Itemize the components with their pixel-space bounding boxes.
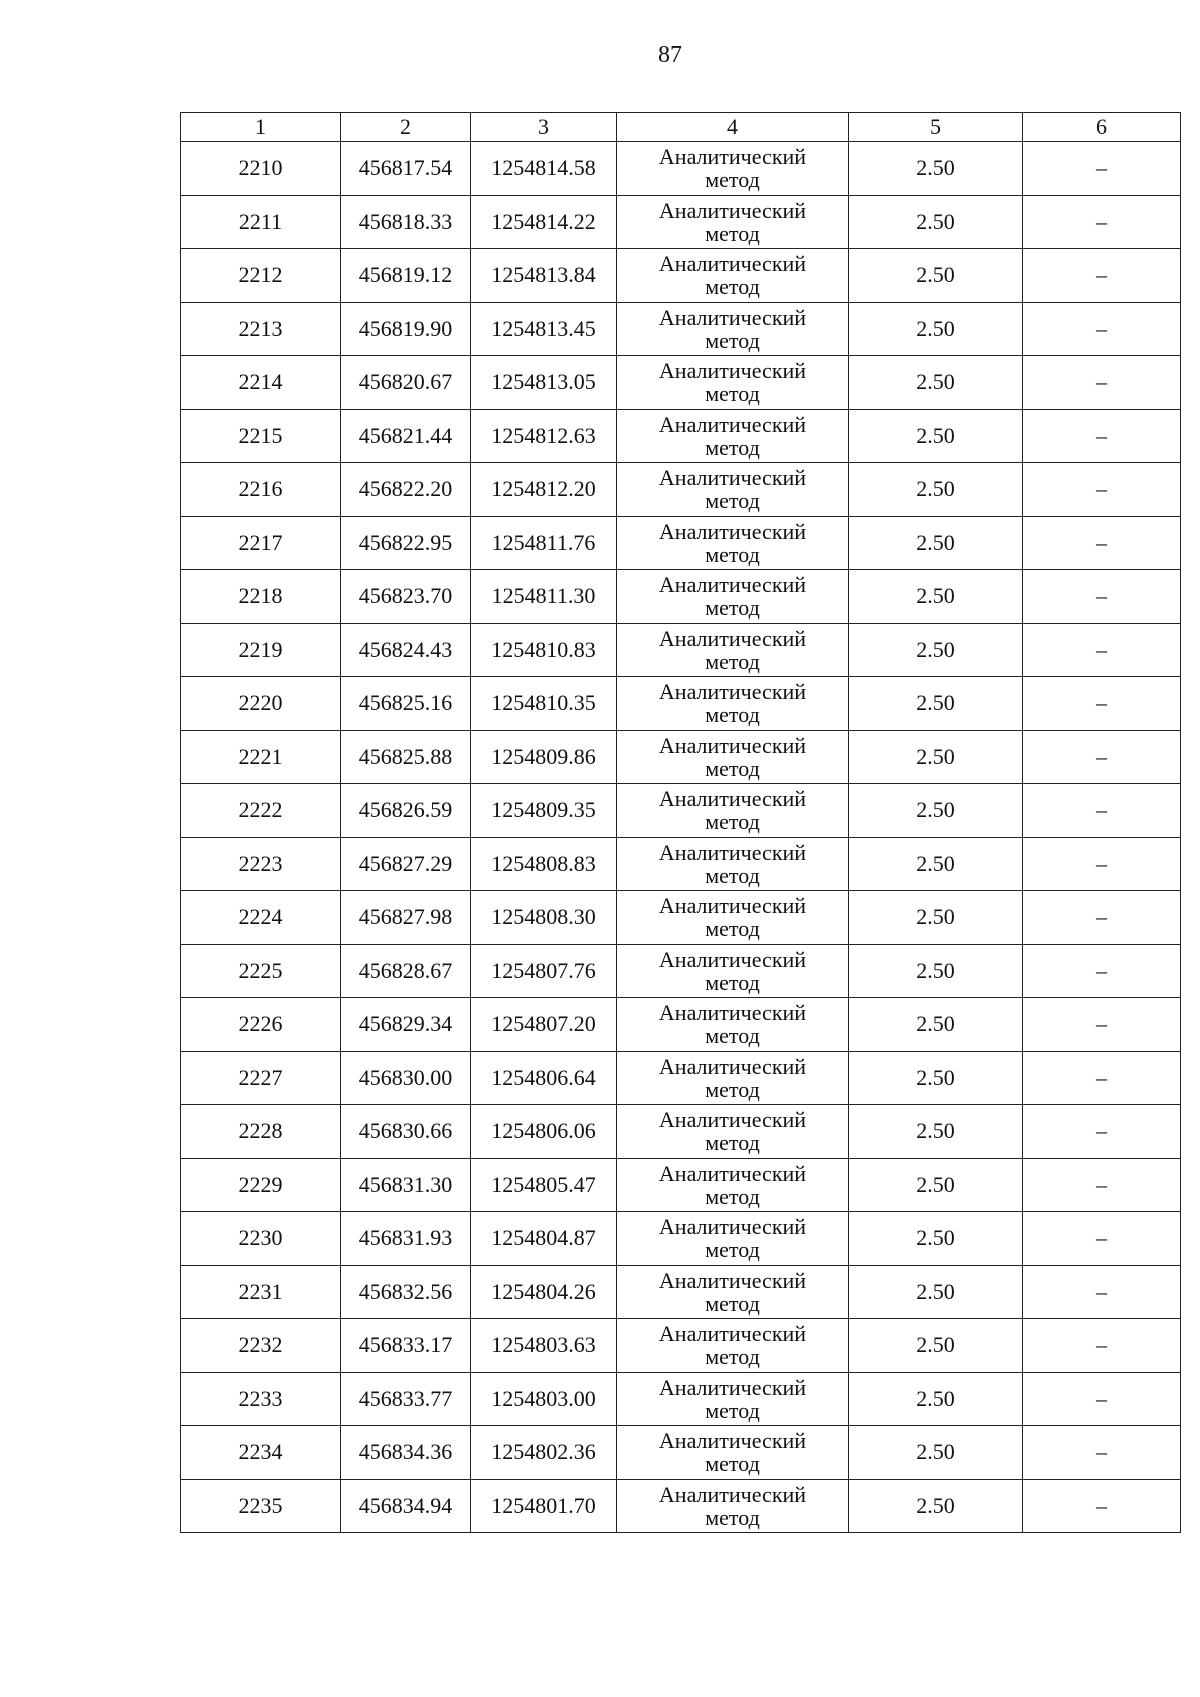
- accuracy-cell: 2.50: [849, 1319, 1023, 1373]
- y-coordinate-cell: 1254810.83: [471, 623, 617, 677]
- accuracy-cell: 2.50: [849, 463, 1023, 517]
- y-coordinate-cell: 1254802.36: [471, 1426, 617, 1480]
- method-line-1: Аналитический: [658, 144, 807, 170]
- point-number-cell: 2232: [181, 1319, 341, 1373]
- y-coordinate-cell: 1254804.26: [471, 1265, 617, 1319]
- method-line-1: Аналитический: [658, 1160, 807, 1186]
- method-cell: [617, 944, 849, 998]
- point-number-cell: 2213: [181, 302, 341, 356]
- note-cell: –: [1023, 1372, 1181, 1426]
- method-cell: [617, 463, 849, 517]
- table-row: [181, 837, 1181, 891]
- method-line-2: метод: [705, 702, 760, 728]
- note-cell: –: [1023, 837, 1181, 891]
- method-line-2: метод: [705, 274, 760, 300]
- x-coordinate-cell: 456817.54: [341, 142, 471, 196]
- method-cell: [617, 142, 849, 196]
- accuracy-cell: 2.50: [849, 142, 1023, 196]
- method-line-2: метод: [705, 1290, 760, 1316]
- point-number-cell: 2227: [181, 1051, 341, 1105]
- method-line-2: метод: [705, 969, 760, 995]
- point-number-cell: 2233: [181, 1372, 341, 1426]
- note-cell: –: [1023, 302, 1181, 356]
- method-line-2: метод: [705, 862, 760, 888]
- point-number-cell: 2220: [181, 677, 341, 731]
- note-cell: –: [1023, 356, 1181, 410]
- y-coordinate-cell: 1254803.00: [471, 1372, 617, 1426]
- table-row: [181, 142, 1181, 196]
- method-line-2: метод: [705, 1504, 760, 1530]
- x-coordinate-cell: 456831.30: [341, 1158, 471, 1212]
- method-cell: [617, 1105, 849, 1159]
- method-line-1: Аналитический: [658, 732, 807, 758]
- method-line-1: Аналитический: [658, 1214, 807, 1240]
- note-cell: –: [1023, 784, 1181, 838]
- method-line-2: метод: [705, 327, 760, 353]
- note-cell: –: [1023, 677, 1181, 731]
- method-line-1: Аналитический: [658, 946, 807, 972]
- note-cell: –: [1023, 195, 1181, 249]
- table-row: [181, 623, 1181, 677]
- accuracy-cell: 2.50: [849, 944, 1023, 998]
- method-line-2: метод: [705, 916, 760, 942]
- table-row: [181, 302, 1181, 356]
- column-header: 5: [849, 113, 1023, 142]
- method-line-1: Аналитический: [658, 625, 807, 651]
- x-coordinate-cell: 456826.59: [341, 784, 471, 838]
- accuracy-cell: 2.50: [849, 356, 1023, 410]
- method-cell: [617, 837, 849, 891]
- method-line-2: метод: [705, 167, 760, 193]
- point-number-cell: 2222: [181, 784, 341, 838]
- accuracy-cell: 2.50: [849, 1105, 1023, 1159]
- table-row: [181, 1372, 1181, 1426]
- table-row: [181, 1265, 1181, 1319]
- y-coordinate-cell: 1254809.35: [471, 784, 617, 838]
- note-cell: –: [1023, 1265, 1181, 1319]
- method-line-1: Аналитический: [658, 1107, 807, 1133]
- method-line-1: Аналитический: [658, 411, 807, 437]
- accuracy-cell: 2.50: [849, 1479, 1023, 1533]
- accuracy-cell: 2.50: [849, 623, 1023, 677]
- x-coordinate-cell: 456822.20: [341, 463, 471, 517]
- note-cell: –: [1023, 623, 1181, 677]
- y-coordinate-cell: 1254813.84: [471, 249, 617, 303]
- accuracy-cell: 2.50: [849, 677, 1023, 731]
- method-line-2: метод: [705, 1237, 760, 1263]
- method-line-1: Аналитический: [658, 839, 807, 865]
- method-cell: [617, 516, 849, 570]
- note-cell: –: [1023, 1212, 1181, 1266]
- point-number-cell: 2228: [181, 1105, 341, 1159]
- x-coordinate-cell: 456824.43: [341, 623, 471, 677]
- accuracy-cell: 2.50: [849, 784, 1023, 838]
- y-coordinate-cell: 1254807.20: [471, 998, 617, 1052]
- column-header: 1: [181, 113, 341, 142]
- method-cell: [617, 730, 849, 784]
- method-cell: [617, 998, 849, 1052]
- table-row: [181, 570, 1181, 624]
- y-coordinate-cell: 1254806.64: [471, 1051, 617, 1105]
- method-line-1: Аналитический: [658, 786, 807, 812]
- method-cell: [617, 195, 849, 249]
- method-cell: [617, 623, 849, 677]
- method-cell: [617, 1212, 849, 1266]
- method-line-1: Аналитический: [658, 518, 807, 544]
- method-line-2: метод: [705, 434, 760, 460]
- y-coordinate-cell: 1254808.30: [471, 891, 617, 945]
- method-line-1: Аналитический: [658, 1000, 807, 1026]
- method-cell: [617, 1479, 849, 1533]
- note-cell: –: [1023, 1051, 1181, 1105]
- accuracy-cell: 2.50: [849, 409, 1023, 463]
- method-cell: [617, 1265, 849, 1319]
- method-line-2: метод: [705, 755, 760, 781]
- x-coordinate-cell: 456821.44: [341, 409, 471, 463]
- accuracy-cell: 2.50: [849, 998, 1023, 1052]
- method-line-1: Аналитический: [658, 679, 807, 705]
- y-coordinate-cell: 1254811.76: [471, 516, 617, 570]
- method-line-1: Аналитический: [658, 893, 807, 919]
- method-line-2: метод: [705, 809, 760, 835]
- method-line-2: метод: [705, 1183, 760, 1209]
- table-row: [181, 356, 1181, 410]
- note-cell: –: [1023, 1105, 1181, 1159]
- x-coordinate-cell: 456830.00: [341, 1051, 471, 1105]
- note-cell: –: [1023, 249, 1181, 303]
- point-number-cell: 2214: [181, 356, 341, 410]
- point-number-cell: 2230: [181, 1212, 341, 1266]
- point-number-cell: 2216: [181, 463, 341, 517]
- note-cell: –: [1023, 1319, 1181, 1373]
- accuracy-cell: 2.50: [849, 837, 1023, 891]
- point-number-cell: 2219: [181, 623, 341, 677]
- accuracy-cell: 2.50: [849, 891, 1023, 945]
- x-coordinate-cell: 456823.70: [341, 570, 471, 624]
- method-line-2: метод: [705, 220, 760, 246]
- table-row: [181, 784, 1181, 838]
- table-row: [181, 1105, 1181, 1159]
- method-line-2: метод: [705, 541, 760, 567]
- method-line-1: Аналитический: [658, 251, 807, 277]
- y-coordinate-cell: 1254806.06: [471, 1105, 617, 1159]
- column-header: 4: [617, 113, 849, 142]
- point-number-cell: 2223: [181, 837, 341, 891]
- point-number-cell: 2215: [181, 409, 341, 463]
- method-line-2: метод: [705, 648, 760, 674]
- method-line-2: метод: [705, 1451, 760, 1477]
- note-cell: –: [1023, 516, 1181, 570]
- method-line-2: метод: [705, 1130, 760, 1156]
- point-number-cell: 2221: [181, 730, 341, 784]
- y-coordinate-cell: 1254812.20: [471, 463, 617, 517]
- accuracy-cell: 2.50: [849, 1265, 1023, 1319]
- accuracy-cell: 2.50: [849, 249, 1023, 303]
- method-line-2: метод: [705, 1023, 760, 1049]
- table-row: [181, 516, 1181, 570]
- x-coordinate-cell: 456819.90: [341, 302, 471, 356]
- method-line-2: метод: [705, 381, 760, 407]
- note-cell: –: [1023, 463, 1181, 517]
- note-cell: –: [1023, 998, 1181, 1052]
- point-number-cell: 2225: [181, 944, 341, 998]
- table-row: [181, 249, 1181, 303]
- accuracy-cell: 2.50: [849, 1212, 1023, 1266]
- page-number: 87: [658, 42, 682, 68]
- y-coordinate-cell: 1254813.45: [471, 302, 617, 356]
- y-coordinate-cell: 1254811.30: [471, 570, 617, 624]
- method-cell: [617, 1426, 849, 1480]
- y-coordinate-cell: 1254804.87: [471, 1212, 617, 1266]
- method-cell: [617, 891, 849, 945]
- table-row: [181, 409, 1181, 463]
- x-coordinate-cell: 456822.95: [341, 516, 471, 570]
- table-row: [181, 998, 1181, 1052]
- accuracy-cell: 2.50: [849, 195, 1023, 249]
- method-cell: [617, 409, 849, 463]
- method-cell: [617, 249, 849, 303]
- note-cell: –: [1023, 1158, 1181, 1212]
- method-line-2: метод: [705, 1076, 760, 1102]
- column-header: 3: [471, 113, 617, 142]
- point-number-cell: 2210: [181, 142, 341, 196]
- point-number-cell: 2234: [181, 1426, 341, 1480]
- point-number-cell: 2229: [181, 1158, 341, 1212]
- accuracy-cell: 2.50: [849, 1426, 1023, 1480]
- note-cell: –: [1023, 944, 1181, 998]
- note-cell: –: [1023, 1426, 1181, 1480]
- method-cell: [617, 356, 849, 410]
- method-line-1: Аналитический: [658, 304, 807, 330]
- table-row: [181, 677, 1181, 731]
- y-coordinate-cell: 1254814.22: [471, 195, 617, 249]
- method-cell: [617, 1319, 849, 1373]
- note-cell: –: [1023, 730, 1181, 784]
- x-coordinate-cell: 456819.12: [341, 249, 471, 303]
- method-line-1: Аналитический: [658, 1374, 807, 1400]
- point-number-cell: 2235: [181, 1479, 341, 1533]
- accuracy-cell: 2.50: [849, 1051, 1023, 1105]
- table-row: [181, 1319, 1181, 1373]
- note-cell: –: [1023, 142, 1181, 196]
- y-coordinate-cell: 1254809.86: [471, 730, 617, 784]
- method-cell: [617, 1051, 849, 1105]
- table-body: [181, 142, 1181, 1533]
- method-line-1: Аналитический: [658, 465, 807, 491]
- method-line-2: метод: [705, 488, 760, 514]
- x-coordinate-cell: 456830.66: [341, 1105, 471, 1159]
- accuracy-cell: 2.50: [849, 302, 1023, 356]
- accuracy-cell: 2.50: [849, 1372, 1023, 1426]
- method-line-1: Аналитический: [658, 197, 807, 223]
- table-row: [181, 1479, 1181, 1533]
- table-row: [181, 730, 1181, 784]
- table-row: [181, 891, 1181, 945]
- table-row: [181, 195, 1181, 249]
- x-coordinate-cell: 456833.77: [341, 1372, 471, 1426]
- point-number-cell: 2217: [181, 516, 341, 570]
- method-cell: [617, 302, 849, 356]
- x-coordinate-cell: 456834.94: [341, 1479, 471, 1533]
- y-coordinate-cell: 1254801.70: [471, 1479, 617, 1533]
- method-cell: [617, 1158, 849, 1212]
- note-cell: –: [1023, 1479, 1181, 1533]
- method-line-1: Аналитический: [658, 358, 807, 384]
- table-row: [181, 1426, 1181, 1480]
- method-line-1: Аналитический: [658, 1267, 807, 1293]
- x-coordinate-cell: 456827.98: [341, 891, 471, 945]
- method-line-2: метод: [705, 1344, 760, 1370]
- method-line-2: метод: [705, 1397, 760, 1423]
- table-row: [181, 463, 1181, 517]
- method-line-1: Аналитический: [658, 572, 807, 598]
- column-header: 6: [1023, 113, 1181, 142]
- accuracy-cell: 2.50: [849, 516, 1023, 570]
- point-number-cell: 2226: [181, 998, 341, 1052]
- x-coordinate-cell: 456828.67: [341, 944, 471, 998]
- table-row: [181, 1051, 1181, 1105]
- method-cell: [617, 1372, 849, 1426]
- table-row: [181, 944, 1181, 998]
- method-cell: [617, 784, 849, 838]
- method-cell: [617, 677, 849, 731]
- x-coordinate-cell: 456825.88: [341, 730, 471, 784]
- x-coordinate-cell: 456832.56: [341, 1265, 471, 1319]
- x-coordinate-cell: 456834.36: [341, 1426, 471, 1480]
- accuracy-cell: 2.50: [849, 1158, 1023, 1212]
- point-number-cell: 2211: [181, 195, 341, 249]
- x-coordinate-cell: 456825.16: [341, 677, 471, 731]
- method-line-1: Аналитический: [658, 1053, 807, 1079]
- y-coordinate-cell: 1254810.35: [471, 677, 617, 731]
- table-row: [181, 1158, 1181, 1212]
- method-line-1: Аналитический: [658, 1481, 807, 1507]
- y-coordinate-cell: 1254812.63: [471, 409, 617, 463]
- method-line-1: Аналитический: [658, 1428, 807, 1454]
- accuracy-cell: 2.50: [849, 730, 1023, 784]
- note-cell: –: [1023, 409, 1181, 463]
- accuracy-cell: 2.50: [849, 570, 1023, 624]
- point-number-cell: 2231: [181, 1265, 341, 1319]
- x-coordinate-cell: 456833.17: [341, 1319, 471, 1373]
- column-header: 2: [341, 113, 471, 142]
- method-line-2: метод: [705, 595, 760, 621]
- method-line-1: Аналитический: [658, 1321, 807, 1347]
- y-coordinate-cell: 1254813.05: [471, 356, 617, 410]
- y-coordinate-cell: 1254814.58: [471, 142, 617, 196]
- coordinates-table: [180, 112, 1181, 1533]
- x-coordinate-cell: 456818.33: [341, 195, 471, 249]
- point-number-cell: 2218: [181, 570, 341, 624]
- x-coordinate-cell: 456820.67: [341, 356, 471, 410]
- x-coordinate-cell: 456829.34: [341, 998, 471, 1052]
- point-number-cell: 2212: [181, 249, 341, 303]
- y-coordinate-cell: 1254807.76: [471, 944, 617, 998]
- x-coordinate-cell: 456827.29: [341, 837, 471, 891]
- point-number-cell: 2224: [181, 891, 341, 945]
- note-cell: –: [1023, 891, 1181, 945]
- y-coordinate-cell: 1254803.63: [471, 1319, 617, 1373]
- y-coordinate-cell: 1254805.47: [471, 1158, 617, 1212]
- method-cell: [617, 570, 849, 624]
- y-coordinate-cell: 1254808.83: [471, 837, 617, 891]
- x-coordinate-cell: 456831.93: [341, 1212, 471, 1266]
- note-cell: –: [1023, 570, 1181, 624]
- table-row: [181, 1212, 1181, 1266]
- table-header-row: [181, 113, 1181, 142]
